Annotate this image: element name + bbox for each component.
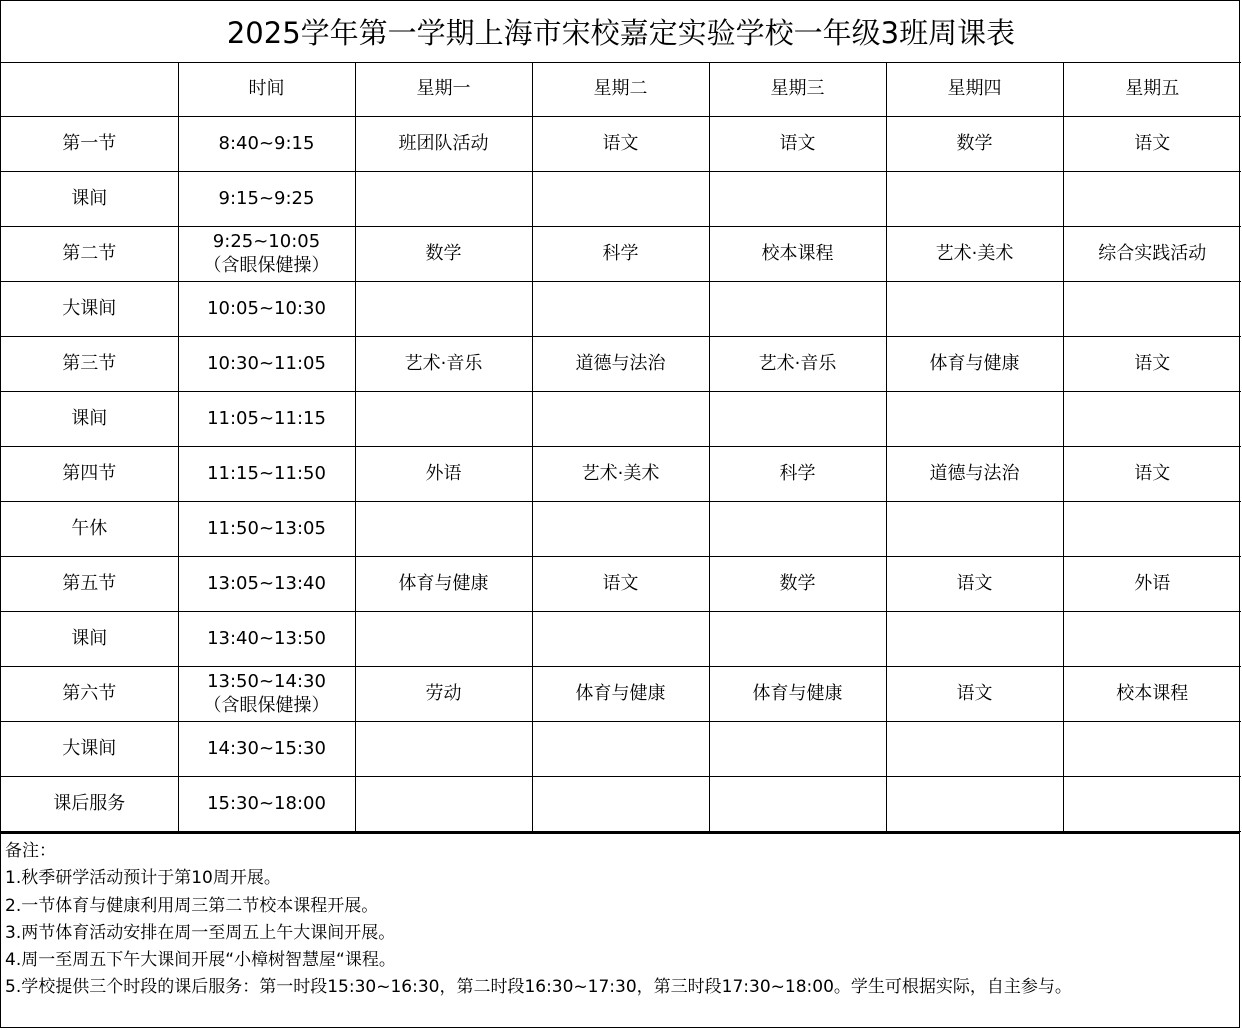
period-cell: 第五节: [1, 557, 178, 612]
subject-cell: [886, 612, 1063, 667]
period-cell: 课后服务: [1, 777, 178, 832]
time-note: （含眼保健操）: [203, 255, 330, 276]
subject-cell: [709, 172, 886, 227]
subject-cell: [709, 612, 886, 667]
subject-cell: 语文: [532, 557, 709, 612]
table-row: [1, 337, 1241, 392]
subject-cell: [532, 777, 709, 832]
notes-section: [1, 832, 1239, 1028]
time-note: （含眼保健操）: [203, 695, 330, 716]
subject-cell: 综合实践活动: [1063, 227, 1241, 282]
subject-cell: [532, 502, 709, 557]
period-cell: 课间: [1, 392, 178, 447]
subject-cell: [1063, 392, 1241, 447]
subject-cell: [355, 392, 532, 447]
time-range: 11:15~11:50: [207, 463, 326, 484]
subject-cell: [709, 777, 886, 832]
period-cell: 课间: [1, 612, 178, 667]
subject-cell: [1063, 172, 1241, 227]
time-range: 13:40~13:50: [207, 628, 326, 649]
subject-cell: 语文: [532, 117, 709, 172]
period-cell: 午休: [1, 502, 178, 557]
period-cell: 大课间: [1, 282, 178, 337]
subject-cell: [532, 282, 709, 337]
time-cell: [178, 117, 355, 172]
subject-cell: [532, 172, 709, 227]
header-cell: 星期三: [709, 62, 886, 117]
subject-cell: 数学: [886, 117, 1063, 172]
header-row: [1, 62, 1241, 117]
header-cell: 时间: [178, 62, 355, 117]
subject-cell: [886, 392, 1063, 447]
period-cell: 第三节: [1, 337, 178, 392]
subject-cell: [709, 392, 886, 447]
subject-cell: 外语: [1063, 557, 1241, 612]
table-row: [1, 227, 1241, 282]
header-cell: [1, 62, 178, 117]
period-cell: 第二节: [1, 227, 178, 282]
time-cell: [178, 667, 355, 722]
time-cell: [178, 227, 355, 282]
time-cell: [178, 557, 355, 612]
notes-line: 2.一节体育与健康利用周三第二节校本课程开展。: [5, 895, 379, 916]
header-cell: 星期一: [355, 62, 532, 117]
subject-cell: [355, 722, 532, 777]
subject-cell: [1063, 777, 1241, 832]
header-cell: 星期二: [532, 62, 709, 117]
subject-cell: [1063, 612, 1241, 667]
table-row: [1, 612, 1241, 667]
table-row: [1, 117, 1241, 172]
subject-cell: 语文: [886, 557, 1063, 612]
time-range: 11:05~11:15: [207, 408, 326, 429]
period-cell: 第四节: [1, 447, 178, 502]
period-cell: 第一节: [1, 117, 178, 172]
subject-cell: 体育与健康: [532, 667, 709, 722]
subject-cell: [886, 722, 1063, 777]
subject-cell: [709, 502, 886, 557]
time-range: 8:40~9:15: [218, 133, 315, 154]
notes-line: 4.周一至周五下午大课间开展“小樟树智慧屋“课程。: [5, 950, 396, 971]
notes-line: 5.学校提供三个时段的课后服务：第一时段15:30~16:30，第二时段16:30~17:30，第三时段17:30~18:00。学生可根据实际，自主参与。: [5, 977, 1072, 998]
table-row: [1, 392, 1241, 447]
subject-cell: [355, 282, 532, 337]
subject-cell: [355, 612, 532, 667]
timetable-body: [1, 62, 1241, 832]
table-row: [1, 447, 1241, 502]
table-row: [1, 777, 1241, 832]
notes-line: 3.两节体育活动安排在周一至周五上午大课间开展。: [5, 922, 396, 943]
subject-cell: 校本课程: [709, 227, 886, 282]
subject-cell: 体育与健康: [886, 337, 1063, 392]
subject-cell: [709, 282, 886, 337]
page-title: 2025学年第一学期上海市宋校嘉定实验学校一年级3班周课表: [1, 1, 1241, 63]
subject-cell: 数学: [709, 557, 886, 612]
subject-cell: 道德与法治: [886, 447, 1063, 502]
time-cell: [178, 172, 355, 227]
subject-cell: 语文: [886, 667, 1063, 722]
subject-cell: [355, 777, 532, 832]
time-range: 13:50~14:30: [207, 671, 326, 692]
time-range: 14:30~15:30: [207, 738, 326, 759]
time-cell: [178, 282, 355, 337]
subject-cell: 艺术·美术: [886, 227, 1063, 282]
subject-cell: 道德与法治: [532, 337, 709, 392]
timetable: [1, 62, 1241, 832]
time-cell: [178, 447, 355, 502]
subject-cell: 语文: [1063, 117, 1241, 172]
subject-cell: 语文: [1063, 337, 1241, 392]
subject-cell: 体育与健康: [355, 557, 532, 612]
time-cell: [178, 722, 355, 777]
subject-cell: 数学: [355, 227, 532, 282]
table-row: [1, 557, 1241, 612]
time-range: 15:30~18:00: [207, 793, 326, 814]
subject-cell: [355, 172, 532, 227]
subject-cell: 体育与健康: [709, 667, 886, 722]
table-row: [1, 502, 1241, 557]
period-cell: 课间: [1, 172, 178, 227]
time-range: 11:50~13:05: [207, 518, 326, 539]
subject-cell: 外语: [355, 447, 532, 502]
subject-cell: 科学: [709, 447, 886, 502]
period-cell: 大课间: [1, 722, 178, 777]
subject-cell: 语文: [709, 117, 886, 172]
table-row: [1, 667, 1241, 722]
time-range: 9:15~9:25: [218, 188, 315, 209]
time-cell: [178, 612, 355, 667]
subject-cell: [355, 502, 532, 557]
header-cell: 星期四: [886, 62, 1063, 117]
subject-cell: [532, 722, 709, 777]
notes-line: 1.秋季研学活动预计于第10周开展。: [5, 868, 281, 889]
subject-cell: 劳动: [355, 667, 532, 722]
time-range: 10:30~11:05: [207, 353, 326, 374]
time-cell: [178, 392, 355, 447]
subject-cell: [886, 172, 1063, 227]
subject-cell: 艺术·音乐: [355, 337, 532, 392]
subject-cell: 校本课程: [1063, 667, 1241, 722]
subject-cell: 班团队活动: [355, 117, 532, 172]
subject-cell: [709, 722, 886, 777]
subject-cell: [886, 282, 1063, 337]
subject-cell: [532, 612, 709, 667]
time-cell: [178, 777, 355, 832]
time-cell: [178, 502, 355, 557]
subject-cell: [886, 502, 1063, 557]
subject-cell: [1063, 282, 1241, 337]
notes-heading: 备注：: [5, 841, 56, 861]
table-row: [1, 172, 1241, 227]
subject-cell: [1063, 722, 1241, 777]
subject-cell: 艺术·音乐: [709, 337, 886, 392]
table-row: [1, 722, 1241, 777]
subject-cell: 语文: [1063, 447, 1241, 502]
subject-cell: [532, 392, 709, 447]
period-cell: 第六节: [1, 667, 178, 722]
subject-cell: 科学: [532, 227, 709, 282]
time-range: 13:05~13:40: [207, 573, 326, 594]
subject-cell: 艺术·美术: [532, 447, 709, 502]
subject-cell: [1063, 502, 1241, 557]
time-range: 10:05~10:30: [207, 298, 326, 319]
time-range: 9:25~10:05: [212, 231, 321, 252]
header-cell: 星期五: [1063, 62, 1241, 117]
time-cell: [178, 337, 355, 392]
table-row: [1, 282, 1241, 337]
subject-cell: [886, 777, 1063, 832]
